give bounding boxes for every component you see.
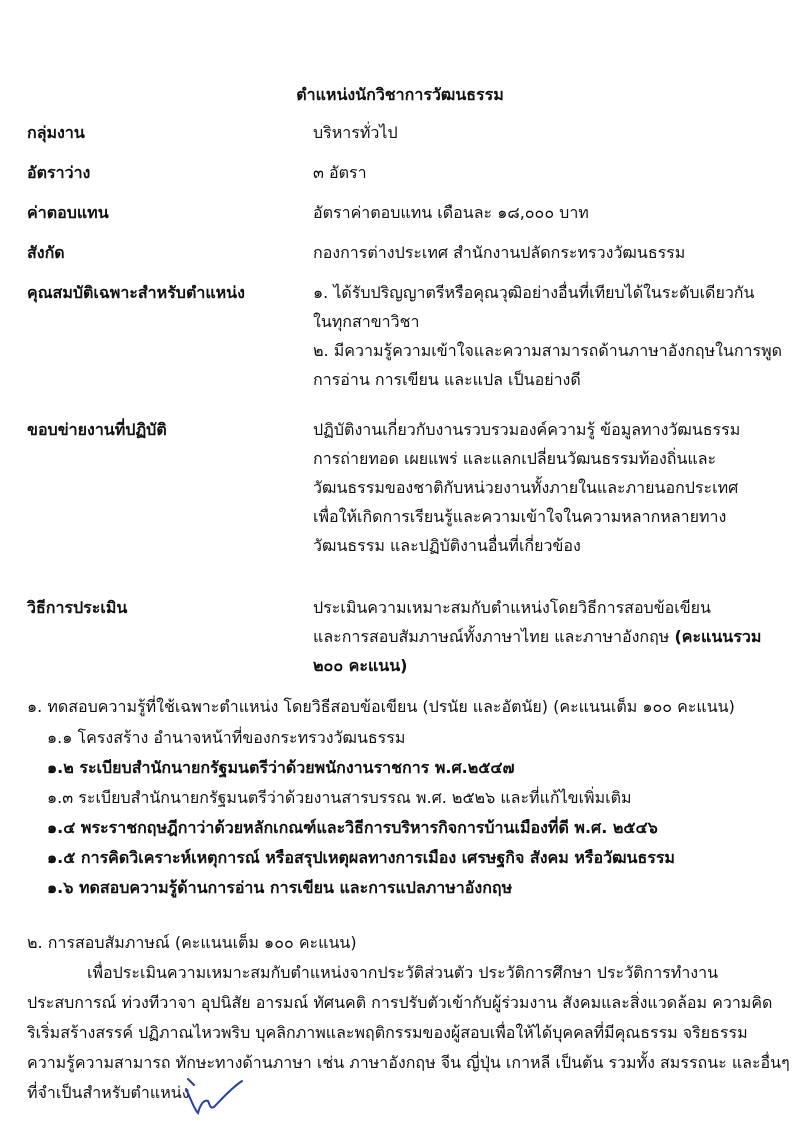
section1-item: ๑.๔ พระราชกฤษฎีกาว่าด้วยหลักเกณฑ์และวิธีการบริหารกิจการบ้านเมืองที่ดี พ.ศ. ๒๕๔๖ — [47, 818, 658, 837]
field-value-evaluation — [313, 593, 783, 680]
value-line: อัตราค่าตอบแทน เดือนละ ๑๘,๐๐๐ บาท — [313, 203, 589, 222]
value-line: กองการต่างประเทศ สำนักงานปลัดกระทรวงวัฒนธรรม — [313, 243, 686, 262]
field-value-affiliation — [313, 238, 783, 267]
field-label-qualifications: คุณสมบัติเฉพาะสำหรับตำแหน่ง — [27, 283, 245, 302]
field-label-vacancies: อัตราว่าง — [27, 163, 91, 182]
field-label-evaluation: วิธีการประเมิน — [27, 598, 128, 617]
paragraph-line: ที่จำเป็นสำหรับตำแหน่ง — [27, 1083, 190, 1102]
paragraph-line: ประสบการณ์ ท่วงทีวาจา อุปนิสัย อารมณ์ ทัศนคติ การปรับตัวเข้ากับผู้ร่วมงาน สังคมและสิ่งแวดล้อม ความคิด — [27, 993, 773, 1012]
field-label-group: กลุ่มงาน — [27, 123, 85, 142]
paragraph-line: ความรู้ความสามารถ ทักษะทางด้านภาษา เช่น ภาษาอังกฤษ จีน ญี่ปุ่น เกาหลี เป็นต้น รวมทั้ง สมรรถนะ และอื่นๆ — [27, 1053, 790, 1072]
value-line: ๒. มีความรู้ความเข้าใจและความสามารถด้านภาษาอังกฤษในการพูด — [313, 341, 783, 360]
value-line — [313, 622, 783, 651]
section1-item: ๑.๒ ระเบียบสำนักนายกรัฐมนตรีว่าด้วยพนักงานราชการ พ.ศ.๒๕๔๗ — [47, 758, 515, 777]
field-value-salary — [313, 198, 783, 227]
field-value-duties — [313, 415, 783, 560]
value-line: การถ่ายทอด เผยแพร่ และแลกเปลี่ยนวัฒนธรรมท้องถิ่นและ — [313, 449, 717, 468]
field-label-duties: ขอบข่ายงานที่ปฏิบัติ — [27, 420, 167, 439]
value-line: การอ่าน การเขียน และแปล เป็นอย่างดี — [313, 370, 581, 389]
value-line: ๑. ได้รับปริญญาตรีหรือคุณวุฒิอย่างอื่นที่เทียบได้ในระดับเดียวกัน — [313, 283, 755, 302]
value-line: ประเมินความเหมาะสมกับตำแหน่งโดยวิธีการสอบข้อเขียน — [313, 598, 711, 617]
total-score-label: (คะแนนรวม — [674, 627, 762, 646]
value-text: และการสอบสัมภาษณ์ทั้งภาษาไทย และภาษาอังกฤษ — [313, 627, 670, 646]
value-line: เพื่อให้เกิดการเรียนรู้และความเข้าใจในความหลากหลายทาง — [313, 507, 727, 526]
value-line: วัฒนธรรม และปฏิบัติงานอื่นที่เกี่ยวข้อง — [313, 536, 581, 555]
field-label-affiliation: สังกัด — [27, 243, 65, 262]
field-value-group — [313, 118, 783, 147]
section1-item: ๑.๖ ทดสอบความรู้ด้านการอ่าน การเขียน และการแปลภาษาอังกฤษ — [47, 878, 513, 897]
value-line: ๓ อัตรา — [313, 163, 367, 182]
section1-item: ๑.๕ การคิดวิเคราะห์เหตุการณ์ หรือสรุปเหตุผลทางการเมือง เศรษฐกิจ สังคม หรือวัฒนธรรม — [47, 848, 675, 867]
section2-heading: ๒. การสอบสัมภาษณ์ (คะแนนเต็ม ๑๐๐ คะแนน) — [27, 933, 357, 952]
field-value-qualifications — [313, 278, 783, 394]
section1-heading: ๑. ทดสอบความรู้ที่ใช้เฉพาะตำแหน่ง โดยวิธีสอบข้อเขียน (ปรนัย และอัตนัย) (คะแนนเต็ม ๑๐๐ คะแนน) — [27, 697, 735, 716]
section2-paragraph — [27, 958, 790, 1108]
paragraph-line: เพื่อประเมินความเหมาะสมกับตำแหน่งจากประวัติส่วนตัว ประวัติการศึกษา ประวัติการทำงาน — [87, 963, 719, 982]
value-line: วัฒนธรรมของชาติกับหน่วยงานทั้งภายในและภายนอกประเทศ — [313, 478, 739, 497]
signature-mark — [180, 1075, 250, 1117]
total-score-value: ๒๐๐ คะแนน) — [313, 656, 408, 675]
section1-item: ๑.๓ ระเบียบสำนักนายกรัฐมนตรีว่าด้วยงานสารบรรณ พ.ศ. ๒๕๒๖ และที่แก้ไขเพิ่มเติม — [47, 788, 632, 807]
value-line: ในทุกสาขาวิชา — [313, 312, 420, 331]
field-label-salary: ค่าตอบแทน — [27, 203, 109, 222]
value-line: ปฏิบัติงานเกี่ยวกับงานรวบรวมองค์ความรู้ ข้อมูลทางวัฒนธรรม — [313, 420, 741, 439]
value-line: บริหารทั่วไป — [313, 123, 398, 142]
paragraph-line: ริเริ่มสร้างสรรค์ ปฏิภาณไหวพริบ บุคลิกภาพและพฤติกรรมของผู้สอบเพื่อให้ได้บุคคลที่มีคุณธรรม จริยธรรม — [27, 1023, 748, 1042]
section1-item: ๑.๑ โครงสร้าง อำนาจหน้าที่ของกระทรวงวัฒนธรรม — [47, 728, 406, 747]
field-value-vacancies — [313, 158, 783, 187]
document-title: ตำแหน่งนักวิชาการวัฒนธรรม — [296, 85, 504, 104]
